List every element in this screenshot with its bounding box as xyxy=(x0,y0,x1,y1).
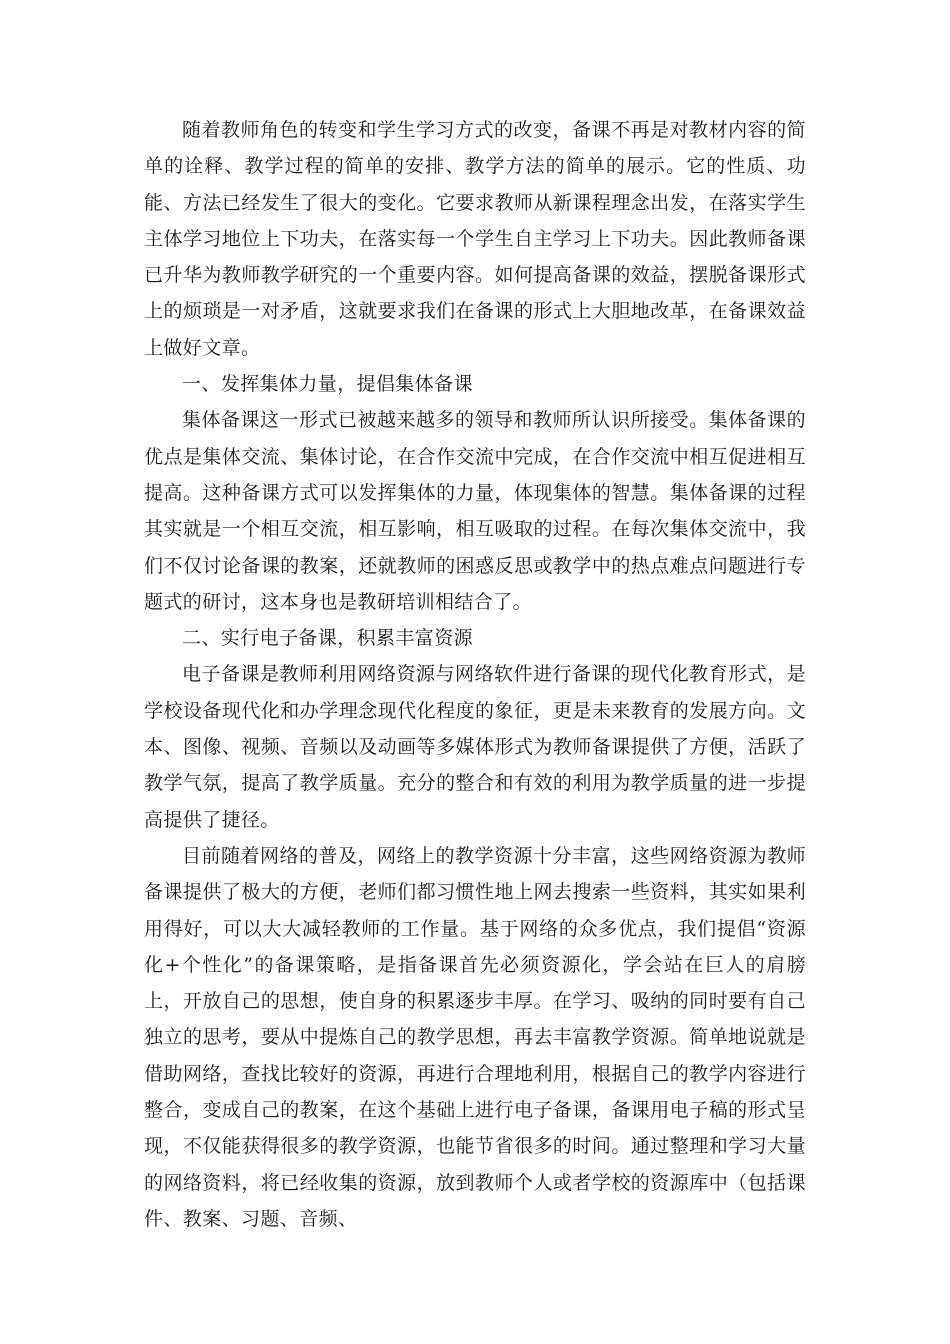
section-heading-2: 二、实行电子备课，积累丰富资源 xyxy=(182,627,474,650)
paragraph-collective-prep: 集体备课这一形式已被越来越多的领导和教师所认识所接受。集体备课的优点是集体交流、集体讨论，在合作交流中完成，在合作交流中相互促进相互提高。这种备课方式可以发挥集体的力量，体现集体的智慧。集体备课的过程其实就是一个相互交流，相互影响，相互吸取的过程。在每次集体交流中，我们不仅讨论备课的教案，还就教师的困惑反思或教学中的热点难点问题进行专题式的研讨，这本身也是教研培训相结合了。 xyxy=(144,409,806,613)
paragraph-intro: 随着教师角色的转变和学生学习方式的改变，备课不再是对教材内容的简单的诠释、教学过程的简单的安排、教学方法的简单的展示。它的性质、功能、方法已经发生了很大的变化。它要求教师从新课程理念出发，在落实学生主体学习地位上下功夫，在落实每一个学生自主学习上下功夫。因此教师备课已升华为教师教学研究的一个重要内容。如何提高备课的效益，摆脱备课形式上的烦琐是一对矛盾，这就要求我们在备课的形式上大胆地改革，在备课效益上做好文章。 xyxy=(144,119,806,359)
document-body xyxy=(144,112,806,1237)
paragraph-electronic-prep: 电子备课是教师利用网络资源与网络软件进行备课的现代化教育形式，是学校设备现代化和办学理念现代化程度的象征，更是未来教育的发展方向。文本、图像、视频、音频以及动画等多媒体形式为教师备课提供了方便，活跃了教学气氛，提高了教学质量。充分的整合和有效的利用为教学质量的进一步提高提供了捷径。 xyxy=(144,663,806,831)
section-heading-1: 一、发挥集体力量，提倡集体备课 xyxy=(182,373,474,396)
paragraph-network-resources: 目前随着网络的普及，网络上的教学资源十分丰富，这些网络资源为教师备课提供了极大的方便，老师们都习惯性地上网去搜索一些资料，其实如果利用得好，可以大大减轻教师的工作量。基于网络的众多优点，我们提倡“资源化+个性化”的备课策略，是指备课首先必须资源化，学会站在巨人的肩膀上，开放自己的思想，使自身的积累逐步丰厚。在学习、吸纳的同时要有自己独立的思考，要从中提炼自己的教学思想，再去丰富教学资源。简单地说就是借助网络，查找比较好的资源，再进行合理地利用，根据自己的教学内容进行整合，变成自己的教案，在这个基础上进行电子备课，备课用电子稿的形式呈现，不仅能获得很多的教学资源，也能节省很多的时间。通过整理和学习大量的网络资料，将已经收集的资源，放到教师个人或者学校的资源库中（包括课件、教案、习题、音频、 xyxy=(144,844,806,1230)
